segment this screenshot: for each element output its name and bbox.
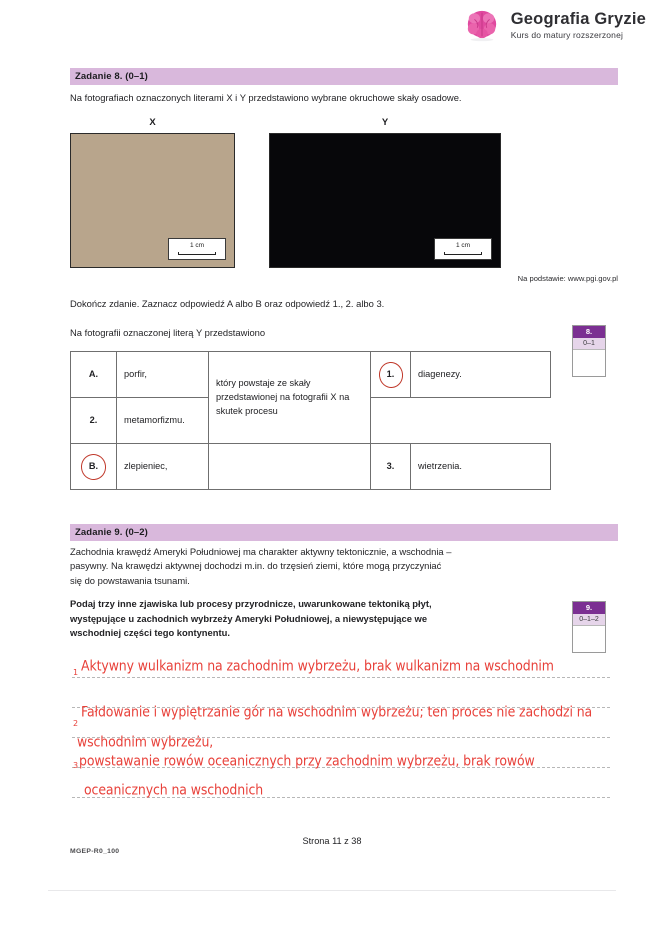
photo-y-image	[269, 133, 501, 268]
answer-text-4: powstawanie rowów oceanicznych przy zachodnim wybrzeżu, brak rowów	[79, 752, 535, 769]
figure-x-label: X	[149, 117, 156, 129]
option-3-text[interactable]: wietrzenia.	[411, 444, 551, 490]
answer-text-5: oceanicznych na wschodnich	[84, 781, 264, 798]
brand-text-block	[511, 10, 646, 41]
answer-text-3: wschodnim wybrzeżu,	[77, 733, 214, 750]
task-9-prompt-line-3: wschodniej części tego kontynentu.	[70, 627, 230, 639]
task-9-intro-line-2: pasywny. Na krawędzi aktywnej dochodzi m.in. do trzęsień ziemi, które mogą przyczyniać	[70, 560, 442, 572]
task-9-intro-line-3: się do powstawania tsunami.	[70, 574, 190, 586]
task-8-instruction: Dokończ zdanie. Zaznacz odpowiedź A albo B oraz odpowiedź 1., 2. albo 3.	[70, 298, 385, 310]
task-8-answer-table	[70, 351, 551, 490]
option-b-key[interactable]	[71, 444, 117, 490]
figure-y-label: Y	[381, 117, 389, 129]
answer-rule	[72, 677, 610, 678]
option-b-text[interactable]: zlepieniec,	[117, 444, 209, 490]
figure-x	[70, 117, 235, 268]
option-2-num-label: 2.	[89, 414, 98, 425]
middle-clause-spacer	[209, 444, 371, 490]
scale-bar-x	[168, 238, 226, 260]
brand-header	[463, 8, 646, 42]
option-2-text[interactable]: metamorfizmu.	[117, 398, 209, 444]
task-8-block	[70, 68, 618, 490]
task-9-intro-line-1: Zachodnia krawędź Ameryki Południowej ma charakter aktywny tektonicznie, a wschodnia –	[70, 545, 452, 557]
figure-y	[269, 117, 501, 268]
task-8-heading: Zadanie 8. (0–1)	[70, 68, 618, 85]
task-9-heading: Zadanie 9. (0–2)	[70, 524, 618, 541]
option-1-num[interactable]	[371, 352, 411, 398]
answer-text-2: Fałdowanie i wypiętrzanie gór na wschodnim wybrzeżu; ten proces nie zachodzi na	[81, 703, 593, 720]
page-number: Strona 11 z 38	[302, 836, 362, 846]
table-row	[71, 352, 551, 398]
middle-clause: który powstaje ze skały przedstawionej na fotografii X na skutek procesu	[209, 352, 371, 444]
brand-subtitle: Kurs do matury rozszerzonej	[510, 29, 623, 40]
score-box-9-number: 9.	[573, 602, 605, 614]
scale-bar-y-rule	[444, 252, 482, 255]
option-1-circled-marker	[382, 365, 400, 385]
task-8-figures	[70, 117, 618, 268]
score-box-9-range: 0–1–2	[573, 614, 605, 626]
option-a-text[interactable]: porfir,	[117, 352, 209, 398]
option-a-key[interactable]	[71, 352, 117, 398]
score-box-8-number: 8.	[573, 326, 605, 338]
score-box-8-entry[interactable]	[573, 350, 605, 376]
sheet-code: MGEP-R0_100	[70, 848, 120, 855]
task-9-prompt-line-1: Podaj trzy inne zjawiska lub procesy przyrodnicze, uwarunkowane tektoniką płyt,	[70, 598, 432, 610]
task-8-stem: Na fotografii oznaczonej literą Y przedstawiono	[70, 326, 266, 338]
task-9-block	[70, 524, 618, 823]
brand-title: Geografia Gryzie	[510, 9, 646, 28]
option-a-key-label: A.	[88, 368, 99, 379]
figure-source: Na podstawie: www.pgi.gov.pl	[517, 274, 618, 284]
scale-bar-x-rule	[178, 252, 216, 255]
footer-divider	[48, 890, 616, 891]
option-1-num-label: 1.	[386, 368, 395, 379]
answer-marker-2: 2	[73, 718, 79, 728]
scale-bar-x-label: 1 cm	[189, 242, 205, 250]
score-box-task-8	[572, 325, 606, 377]
option-2-num[interactable]	[71, 398, 117, 444]
scale-bar-y-label: 1 cm	[455, 242, 471, 250]
answer-marker-3: 3	[73, 760, 79, 770]
score-box-9-entry[interactable]	[573, 626, 605, 652]
option-b-key-label: B.	[88, 460, 99, 471]
option-b-circled-marker	[84, 457, 103, 477]
task-9-prompt-line-2: występujące u zachodnich wybrzeży Ameryki Południowej, a niewystępujące we	[70, 612, 428, 624]
scale-bar-y	[434, 238, 492, 260]
brain-icon	[463, 8, 501, 42]
table-row	[71, 444, 551, 490]
photo-x-image	[70, 133, 235, 268]
answer-marker-1: 1	[73, 667, 79, 677]
score-box-8-range: 0–1	[573, 338, 605, 350]
task-9-answer-area[interactable]	[70, 655, 618, 823]
task-8-intro: Na fotografiach oznaczonych literami X i Y przedstawiono wybrane okruchowe skały osadowe.	[70, 91, 462, 103]
score-box-task-9	[572, 601, 606, 653]
option-1-text[interactable]: diagenezy.	[411, 352, 551, 398]
answer-text-1: Aktywny wulkanizm na zachodnim wybrzeżu, brak wulkanizm na wschodnim	[81, 657, 554, 674]
option-3-num-label: 3.	[386, 460, 395, 471]
option-3-num[interactable]	[371, 444, 411, 490]
